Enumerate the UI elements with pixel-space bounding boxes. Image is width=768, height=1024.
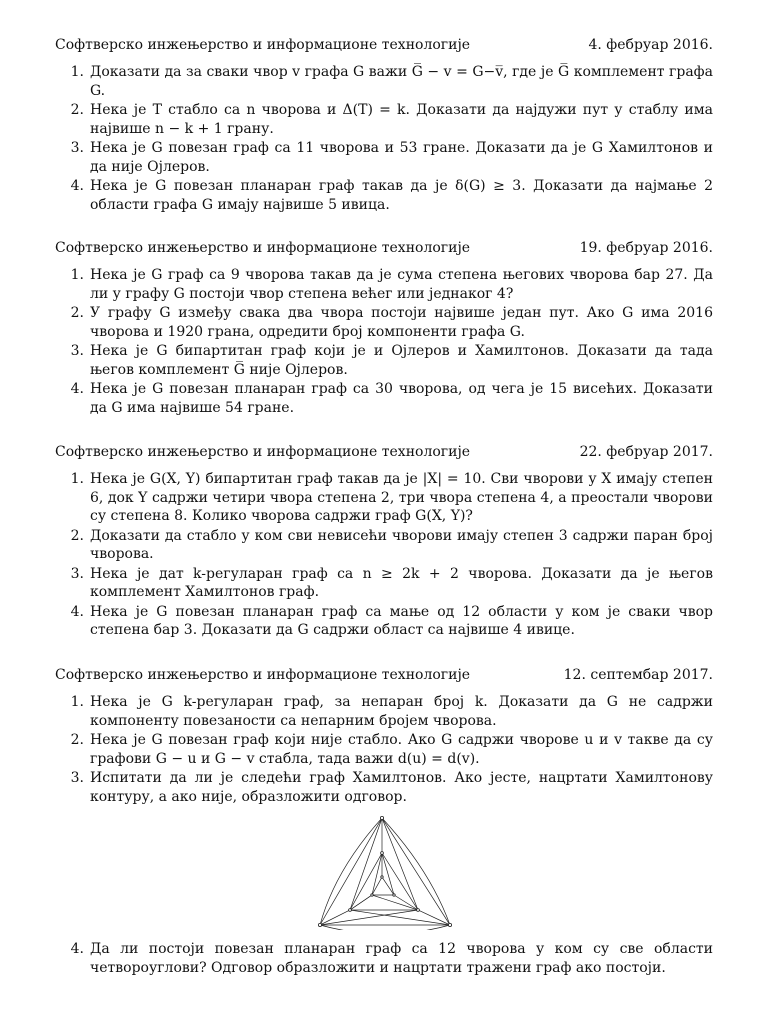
problem-text: Да ли постоји повезан планаран граф са 12 чворова у ком су све области четвороуглови? Одговор образложити и нацртати тражени граф ако постоји. <box>90 941 713 976</box>
problem-item <box>55 101 713 138</box>
problem-list <box>55 470 713 640</box>
exam-section-1 <box>55 35 713 215</box>
problem-text: Нека је G повезан планаран граф са 30 чворова, од чега је 15 висећих. Доказати да G има највише 54 гране. <box>90 381 713 416</box>
hamiltonian-graph-figure <box>310 815 460 930</box>
problem-number: 4. <box>70 381 84 397</box>
problem-item <box>55 769 713 806</box>
problem-item <box>55 266 713 303</box>
exam-date: 19. фебруар 2016. <box>579 240 713 256</box>
exam-section-4 <box>55 665 713 807</box>
problem-item <box>55 139 713 176</box>
problem-item <box>55 693 713 730</box>
exam-section-4-continued <box>55 940 713 978</box>
exam-date: 22. фебруар 2017. <box>579 444 713 460</box>
course-title: Софтверско инжењерство и информационе технологије <box>55 667 471 683</box>
problem-number: 3. <box>70 770 84 786</box>
section-header <box>55 238 713 258</box>
problem-list <box>55 266 713 417</box>
problem-item <box>55 380 713 417</box>
problem-text: У графу G између свака два чвора постоји највише један пут. Ако G има 2016 чворова и 1920 грана, одредити број компоненти графа G. <box>90 305 713 340</box>
problem-item <box>55 304 713 341</box>
problem-number: 1. <box>70 694 84 710</box>
problem-number: 1. <box>70 471 84 487</box>
section-header <box>55 442 713 462</box>
problem-text: Испитати да ли је следећи граф Хамилтонов. Ако јесте, нацртати Хамилтонову контуру, а ако није, образложити одговор. <box>90 770 713 805</box>
course-title: Софтверско инжењерство и информационе технологије <box>55 240 471 256</box>
problem-number: 3. <box>70 140 84 156</box>
problem-number: 2. <box>70 527 84 544</box>
problem-item <box>55 940 713 977</box>
problem-text: Нека је G k-регуларан граф, за непаран број k. Доказати да G не садржи компоненту повезаности са непарним бројем чворова. <box>90 694 713 729</box>
exam-date: 12. септембар 2017. <box>563 667 713 683</box>
course-title: Софтверско инжењерство и информационе технологије <box>55 37 471 53</box>
problem-item <box>55 342 713 379</box>
problem-item <box>55 603 713 640</box>
problem-item <box>55 63 713 100</box>
problem-text: Доказати да за сваки чвор v графа G важи G̅ − v = G−v̅, где је G̅ комплемент графа G. <box>90 64 713 99</box>
problem-text: Нека је G бипартитан граф који је и Ојлеров и Хамилтонов. Доказати да тада његов комплемент G̅ није Ојлеров. <box>90 343 713 378</box>
problem-number: 2. <box>70 732 84 748</box>
problem-number: 2. <box>70 305 84 321</box>
problem-number: 1. <box>70 267 84 283</box>
problem-list <box>55 693 713 806</box>
problem-number: 2. <box>70 102 84 118</box>
problem-text: Нека је G граф са 9 чворова такав да је сума степена његових чворова бар 27. Да ли у графу G постоји чвор степена већег или једнаког 4? <box>90 267 713 302</box>
problem-text: Нека је G повезан граф који није стабло. Ако G садржи чворове u и v такве да су графови G − u и G − v стабла, тада важи d(u) = d(v). <box>90 732 713 767</box>
problem-text: Нека је G повезан граф са 11 чворова и 53 гране. Доказати да је G Хамилтонов и да није Ојлеров. <box>90 140 713 175</box>
section-header <box>55 35 713 55</box>
problem-text: Нека је дат k-регуларан граф са n ≥ 2k + 2 чворова. Доказати да је његов комплемент Хамилтонов граф. <box>90 565 713 600</box>
problem-number: 4. <box>70 603 84 620</box>
exam-date: 4. фебруар 2016. <box>588 37 713 53</box>
problem-item <box>55 565 713 602</box>
problem-number: 3. <box>70 565 84 582</box>
problem-list <box>55 63 713 214</box>
exam-section-3 <box>55 442 713 641</box>
problem-text: Нека је G повезан планаран граф такав да је δ(G) ≥ 3. Доказати да најмање 2 области графа G имају највише 5 ивица. <box>90 178 713 213</box>
problem-number: 1. <box>70 64 84 80</box>
exam-section-2 <box>55 238 713 418</box>
problem-text: Нека је T стабло са n чворова и Δ(T) = k. Доказати да најдужи пут у стаблу има највише n − k + 1 грану. <box>90 102 713 137</box>
problem-item <box>55 527 713 564</box>
section-header <box>55 665 713 685</box>
problem-item <box>55 731 713 768</box>
problem-list <box>55 940 713 977</box>
course-title: Софтверско инжењерство и информационе технологије <box>55 444 471 460</box>
problem-item <box>55 470 713 526</box>
problem-text: Нека је G(X, Y) бипартитан граф такав да је |X| = 10. Сви чворови у X имају степен 6, док Y садржи четири чвора степена 2, три чвора степена 4, а преостали чворови су степена 8. Колико чворова садржи граф G(X, Y)? <box>90 471 713 524</box>
problem-number: 4. <box>70 941 84 957</box>
problem-number: 4. <box>70 178 84 194</box>
problem-number: 3. <box>70 343 84 359</box>
problem-text: Доказати да стабло у ком сви невисећи чворови имају степен 3 садржи паран број чворова. <box>90 527 713 562</box>
problem-item <box>55 177 713 214</box>
problem-text: Нека је G повезан планаран граф са мање од 12 области у ком је сваки чвор степена бар 3. Доказати да G садржи област са највише 4 ивице. <box>90 603 713 638</box>
